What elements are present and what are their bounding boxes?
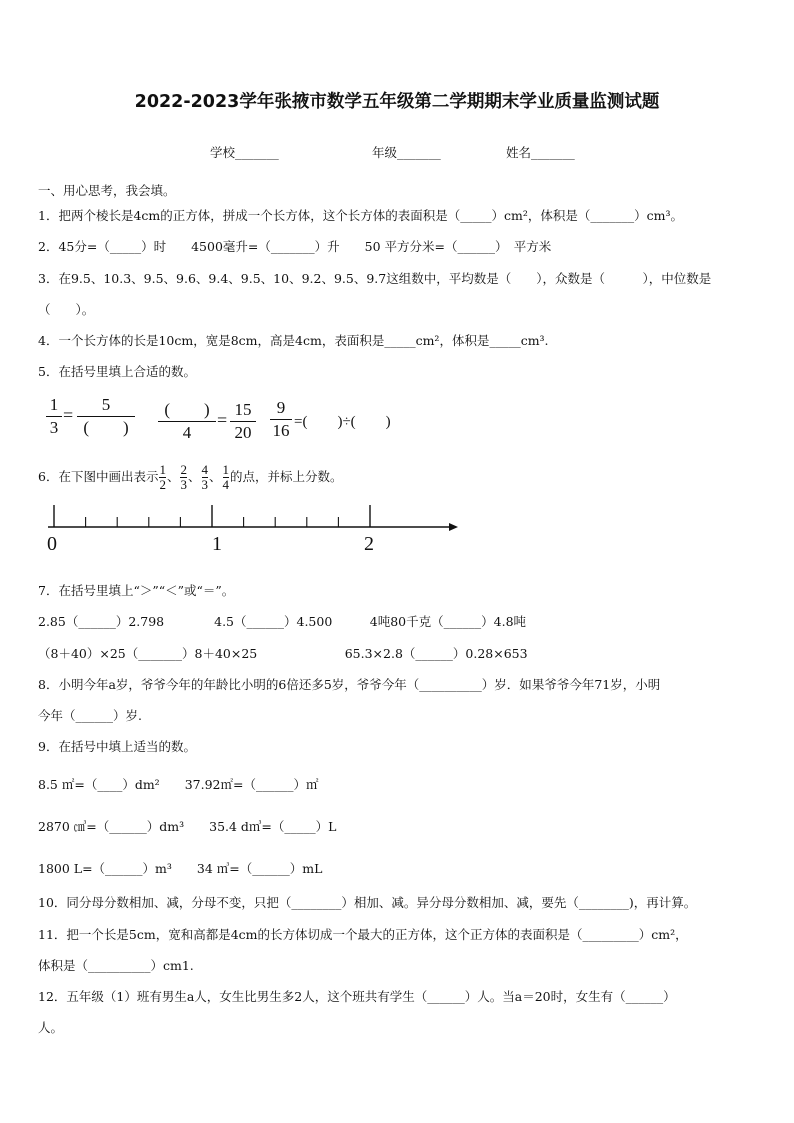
question-5: 5．在括号里填上合适的数。 [38, 364, 196, 379]
question-8-cont: 今年（______）岁. [38, 708, 142, 723]
question-2: 2．45分=（_____）时 4500毫升=（_______）升 50 平方分米=（______） 平方米 [38, 239, 552, 254]
q6-frac-4: $\frac{1}{4}$ [222, 462, 230, 492]
question-12-cont: 人。 [38, 1020, 64, 1035]
number-line-label-0: 0 [47, 533, 57, 555]
number-line-arrow [449, 523, 458, 531]
q5-division[interactable]: =( )÷( ) [294, 414, 391, 430]
q5-frac-1: 1 3 [46, 395, 62, 438]
q5-frac-3[interactable]: ( ) 4 [158, 400, 216, 443]
name-field[interactable]: 姓名_______ [506, 145, 575, 160]
question-10: 10．同分母分数相加、减，分母不变，只把（________）相加、减。异分母分数相加、减，要先（________)，再计算。 [38, 895, 697, 910]
q6-frac-1: $\frac{1}{2}$ [159, 462, 166, 492]
question-9-row-3: 1800 L=（______）m³ 34 ㎥=（______）mL [38, 861, 323, 876]
question-7-row-2: （8＋40）×25（_______）8＋40×25 65.3×2.8（______）0.28×653 [38, 646, 528, 661]
question-9-row-1: 8.5 ㎡=（____）dm² 37.92㎡=（______）㎡ [38, 777, 319, 792]
q6-frac-2: $\frac{2}{3}$ [180, 462, 187, 492]
question-11: 11．把一个长是5cm，宽和高都是4cm的长方体切成一个最大的正方体，这个正方体的表面积是（_________）cm²， [38, 927, 688, 942]
question-12: 12．五年级（1）班有男生a人，女生比男生多2人，这个班共有学生（______）人。当a＝20时，女生有（______） [38, 989, 676, 1004]
question-6: 6．在下图中画出表示 $\frac{1}{2}$ 、 $\frac{2}{3}$ 、 $\frac{4}{3}$ 、 $\frac{1}{4}$ 的点，并标上分数。 [38, 462, 343, 492]
question-9: 9．在括号中填上适当的数。 [38, 739, 196, 754]
number-line-label-1: 1 [212, 533, 222, 555]
question-9-row-2: 2870 ㎤=（______）dm³ 35.4 d㎥=（_____）L [38, 819, 337, 834]
number-line-label-2: 2 [364, 533, 374, 555]
school-field[interactable]: 学校_______ [210, 145, 279, 160]
grade-field[interactable]: 年级_______ [372, 145, 441, 160]
page-title: 2022-2023学年张掖市数学五年级第二学期期末学业质量监测试题 [134, 92, 660, 112]
equals-sign: = [217, 410, 228, 430]
question-3-cont: （ ）。 [38, 302, 95, 317]
section-heading: 一、用心思考，我会填。 [38, 183, 176, 198]
question-1: 1．把两个棱长是4cm的正方体，拼成一个长方体，这个长方体的表面积是（_____）cm²，体积是（_______）cm³。 [38, 208, 683, 223]
q5-frac-5: 9 16 [270, 398, 292, 441]
question-4: 4．一个长方体的长是10cm，宽是8cm，高是4cm，表面积是_____cm²，体积是_____cm³. [38, 333, 549, 348]
q5-frac-2[interactable]: 5 ( ) [77, 395, 135, 438]
question-11-cont: 体积是（__________）cm1. [38, 958, 194, 973]
number-line[interactable] [0, 495, 794, 540]
q5-frac-4: 15 20 [230, 400, 256, 443]
equals-sign: = [63, 405, 74, 425]
question-7-row-1: 2.85（______）2.798 4.5（______）4.500 4吨80千克（______）4.8吨 [38, 614, 527, 629]
question-3: 3．在9.5、10.3、9.5、9.6、9.4、9.5、10、9.2、9.5、9.7这组数中，平均数是（ ），众数是（ ），中位数是 [38, 271, 712, 286]
question-7: 7．在括号里填上“＞”“＜”或“＝”。 [38, 583, 235, 598]
question-8: 8．小明今年a岁，爷爷今年的年龄比小明的6倍还多5岁，爷爷今年（__________）岁．如果爷爷今年71岁，小明 [38, 677, 661, 692]
q6-frac-3: $\frac{4}{3}$ [201, 462, 208, 492]
